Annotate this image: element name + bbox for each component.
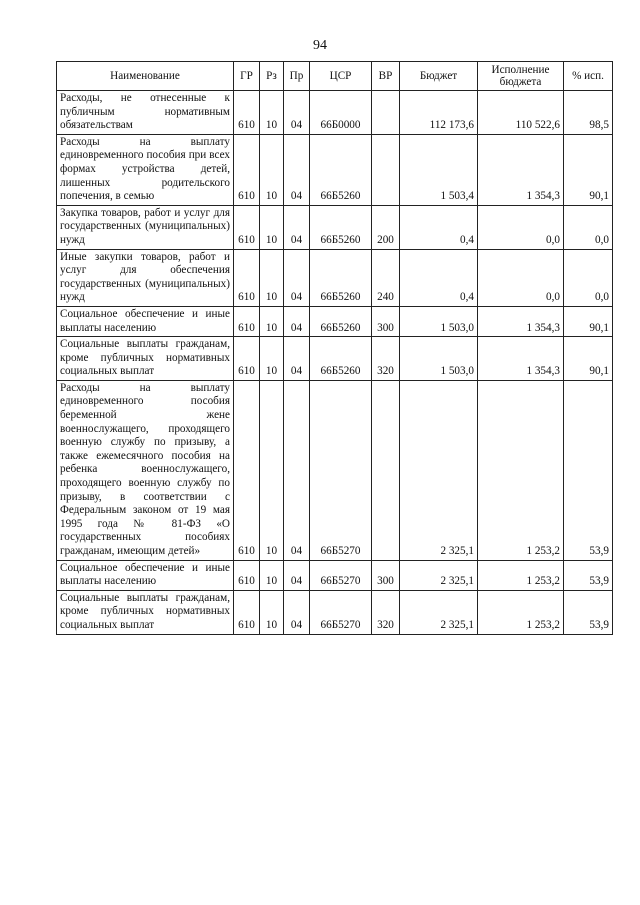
row-name: Социальные выплаты гражданам, кроме публичных нормативных социальных выплат <box>57 337 234 381</box>
row-percent: 98,5 <box>564 91 613 135</box>
table-row <box>57 560 613 590</box>
row-name: Расходы на выплату единовременного пособия беременной жене военнослужащего, проходящего военную службу по призыву, а также ежемесячного пособия на ребенка военнослужащего, проходящего военную службу по призыву, в соответствии с Федеральным законом от 19 мая 1995 года № 81-ФЗ «О государственных пособиях гражданам, имеющим детей» <box>57 380 234 560</box>
header-pr: Пр <box>284 62 310 91</box>
header-execution: Исполнение бюджета <box>478 62 564 91</box>
row-percent: 53,9 <box>564 560 613 590</box>
row-csr: 66Б5260 <box>310 205 372 249</box>
row-rz: 10 <box>260 380 284 560</box>
row-pr: 04 <box>284 590 310 634</box>
row-vr: 240 <box>372 249 400 306</box>
table-row <box>57 249 613 306</box>
row-budget: 0,4 <box>400 205 478 249</box>
row-budget: 1 503,4 <box>400 134 478 205</box>
row-gr: 610 <box>234 590 260 634</box>
row-budget: 112 173,6 <box>400 91 478 135</box>
row-pr: 04 <box>284 249 310 306</box>
table-row <box>57 380 613 560</box>
row-rz: 10 <box>260 337 284 381</box>
table-row <box>57 306 613 336</box>
table-row <box>57 337 613 381</box>
row-csr: 66Б5270 <box>310 590 372 634</box>
row-execution: 1 354,3 <box>478 134 564 205</box>
row-gr: 610 <box>234 560 260 590</box>
row-rz: 10 <box>260 306 284 336</box>
row-execution: 0,0 <box>478 205 564 249</box>
row-budget: 2 325,1 <box>400 380 478 560</box>
row-execution: 0,0 <box>478 249 564 306</box>
row-rz: 10 <box>260 560 284 590</box>
row-pr: 04 <box>284 306 310 336</box>
budget-table <box>56 61 613 635</box>
row-budget: 1 503,0 <box>400 337 478 381</box>
row-name: Социальное обеспечение и иные выплаты населению <box>57 560 234 590</box>
row-pr: 04 <box>284 91 310 135</box>
row-name: Расходы на выплату единовременного пособия при всех формах устройства детей, лишенных родительского попечения, в семью <box>57 134 234 205</box>
row-execution: 1 354,3 <box>478 337 564 381</box>
row-vr: 300 <box>372 560 400 590</box>
row-execution: 1 253,2 <box>478 590 564 634</box>
row-pr: 04 <box>284 380 310 560</box>
row-vr <box>372 134 400 205</box>
table-row <box>57 590 613 634</box>
row-csr: 66Б5260 <box>310 249 372 306</box>
row-pr: 04 <box>284 205 310 249</box>
row-budget: 2 325,1 <box>400 560 478 590</box>
row-name: Социальное обеспечение и иные выплаты населению <box>57 306 234 336</box>
row-vr: 320 <box>372 590 400 634</box>
row-vr <box>372 91 400 135</box>
row-rz: 10 <box>260 590 284 634</box>
row-gr: 610 <box>234 380 260 560</box>
row-percent: 0,0 <box>564 249 613 306</box>
row-pr: 04 <box>284 337 310 381</box>
row-rz: 10 <box>260 249 284 306</box>
row-csr: 66Б5270 <box>310 380 372 560</box>
row-execution: 1 253,2 <box>478 380 564 560</box>
row-percent: 0,0 <box>564 205 613 249</box>
row-gr: 610 <box>234 91 260 135</box>
row-budget: 0,4 <box>400 249 478 306</box>
header-percent: % исп. <box>564 62 613 91</box>
row-vr <box>372 380 400 560</box>
row-percent: 90,1 <box>564 306 613 336</box>
header-vr: ВР <box>372 62 400 91</box>
table-header-row <box>57 62 613 91</box>
row-percent: 53,9 <box>564 380 613 560</box>
row-csr: 66Б5260 <box>310 306 372 336</box>
row-budget: 2 325,1 <box>400 590 478 634</box>
header-gr: ГР <box>234 62 260 91</box>
row-gr: 610 <box>234 205 260 249</box>
row-name: Социальные выплаты гражданам, кроме публичных нормативных социальных выплат <box>57 590 234 634</box>
row-percent: 53,9 <box>564 590 613 634</box>
row-pr: 04 <box>284 134 310 205</box>
header-rz: Рз <box>260 62 284 91</box>
header-name: Наименование <box>57 62 234 91</box>
header-csr: ЦСР <box>310 62 372 91</box>
row-csr: 66Б5260 <box>310 337 372 381</box>
row-gr: 610 <box>234 306 260 336</box>
row-gr: 610 <box>234 134 260 205</box>
row-name: Закупка товаров, работ и услуг для государственных (муниципальных) нужд <box>57 205 234 249</box>
row-csr: 66Б0000 <box>310 91 372 135</box>
row-percent: 90,1 <box>564 134 613 205</box>
row-gr: 610 <box>234 249 260 306</box>
row-percent: 90,1 <box>564 337 613 381</box>
row-name: Иные закупки товаров, работ и услуг для обеспечения государственных (муниципальных) нужд <box>57 249 234 306</box>
table-row <box>57 134 613 205</box>
row-name: Расходы, не отнесенные к публичным нормативным обязательствам <box>57 91 234 135</box>
row-pr: 04 <box>284 560 310 590</box>
row-execution: 1 354,3 <box>478 306 564 336</box>
row-execution: 110 522,6 <box>478 91 564 135</box>
table-row <box>57 91 613 135</box>
row-execution: 1 253,2 <box>478 560 564 590</box>
header-budget: Бюджет <box>400 62 478 91</box>
row-vr: 300 <box>372 306 400 336</box>
row-rz: 10 <box>260 205 284 249</box>
table-row <box>57 205 613 249</box>
row-csr: 66Б5260 <box>310 134 372 205</box>
page-number: 94 <box>313 38 327 53</box>
row-vr: 320 <box>372 337 400 381</box>
row-rz: 10 <box>260 91 284 135</box>
row-vr: 200 <box>372 205 400 249</box>
row-csr: 66Б5270 <box>310 560 372 590</box>
row-rz: 10 <box>260 134 284 205</box>
row-budget: 1 503,0 <box>400 306 478 336</box>
row-gr: 610 <box>234 337 260 381</box>
